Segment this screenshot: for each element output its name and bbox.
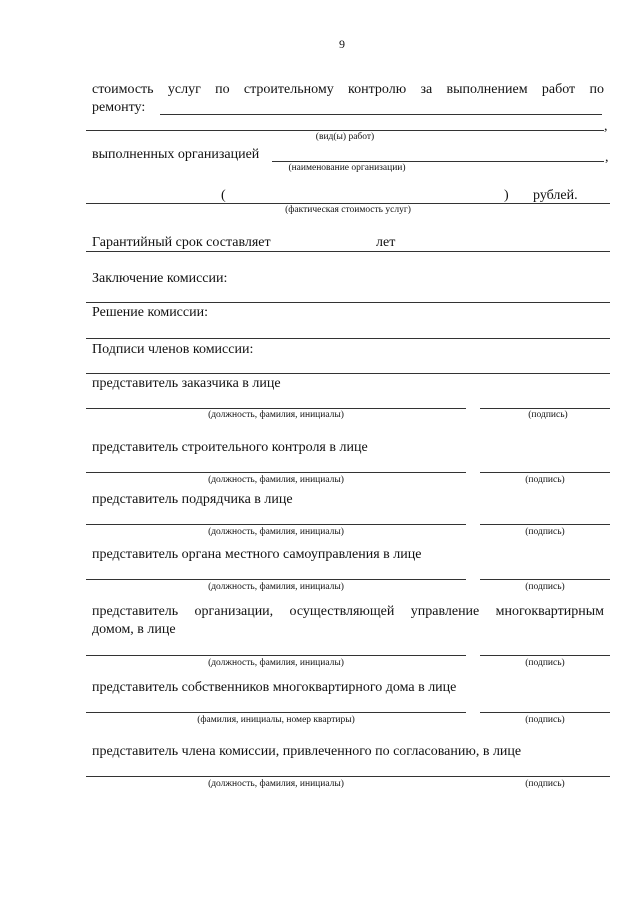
- works-comma: ,: [604, 119, 608, 134]
- rep-management-org-word: организации,: [194, 604, 274, 619]
- rep-management-org-name-line[interactable]: [86, 655, 466, 656]
- caption-org: (наименование организации): [288, 163, 406, 173]
- rep-management-org-word: управление: [410, 604, 480, 619]
- rep-management-org-word: многоквартирным: [495, 604, 604, 619]
- rep-customer-signature-line[interactable]: [480, 408, 610, 409]
- rep-local-government-name-line[interactable]: [86, 579, 466, 580]
- intro-line-1: [92, 82, 604, 98]
- organization-comma: ,: [605, 150, 609, 165]
- rep-local-government-signature-caption: (подпись): [525, 582, 565, 592]
- rep-customer-signature-caption: (подпись): [528, 410, 568, 420]
- rubles-label: рублей.: [533, 188, 578, 203]
- rep-owners-name-line[interactable]: [86, 712, 466, 713]
- signatures-field-line[interactable]: [86, 373, 610, 374]
- intro-line-2: ремонту:: [92, 100, 146, 115]
- caption-cost: (фактическая стоимость услуг): [285, 205, 411, 215]
- rep-construction-control-signature-line[interactable]: [480, 472, 610, 473]
- rep-contractor-label: представитель подрядчика в лице: [92, 492, 293, 507]
- decision-field-line[interactable]: [86, 338, 610, 339]
- rep-customer-caption: (должность, фамилия, инициалы): [208, 410, 344, 420]
- cost-paren-open: (: [221, 188, 226, 203]
- rep-local-government-label: представитель органа местного самоуправления в лице: [92, 547, 422, 562]
- intro-word: за: [420, 82, 433, 97]
- rep-management-org-signature-line[interactable]: [480, 655, 610, 656]
- rep-owners-signature-caption: (подпись): [525, 715, 565, 725]
- rep-owners-signature-line[interactable]: [480, 712, 610, 713]
- rep-management-org-label-line-2: домом, в лице: [92, 622, 176, 637]
- decision-label: Решение комиссии:: [92, 305, 208, 320]
- organization-field-line[interactable]: [272, 161, 604, 162]
- cost-paren-close: ): [504, 188, 509, 203]
- caption-works: (вид(ы) работ): [315, 132, 375, 142]
- rep-construction-control-label: представитель строительного контроля в лице: [92, 440, 368, 455]
- rep-customer-name-line[interactable]: [86, 408, 466, 409]
- rep-management-org-label-line-1: [92, 604, 604, 620]
- rep-construction-control-caption: (должность, фамилия, инициалы): [208, 475, 344, 485]
- rep-owners-caption: (фамилия, инициалы, номер квартиры): [197, 715, 355, 725]
- rep-invited-member-name-line[interactable]: [86, 776, 610, 777]
- rep-contractor-caption: (должность, фамилия, инициалы): [208, 527, 344, 537]
- rep-construction-control-signature-caption: (подпись): [525, 475, 565, 485]
- rep-invited-member-label: представитель члена комиссии, привлеченного по согласованию, в лице: [92, 744, 522, 759]
- warranty-suffix: лет: [376, 235, 396, 250]
- performed-by-label: выполненных организацией: [92, 147, 260, 162]
- intro-word: контролю: [348, 82, 407, 97]
- cost-field-line[interactable]: [86, 203, 610, 204]
- conclusion-label: Заключение комиссии:: [92, 271, 228, 286]
- repair-field-line[interactable]: [160, 114, 602, 115]
- rep-management-org-signature-caption: (подпись): [525, 658, 565, 668]
- rep-contractor-signature-line[interactable]: [480, 524, 610, 525]
- page-number: 9: [339, 37, 345, 51]
- intro-word: стоимость: [92, 82, 154, 97]
- rep-invited-member-signature-caption: (подпись): [525, 779, 565, 789]
- intro-word: по: [215, 82, 230, 97]
- warranty-field-line[interactable]: [86, 251, 610, 252]
- rep-invited-member-caption: (должность, фамилия, инициалы): [208, 779, 344, 789]
- rep-management-org-caption: (должность, фамилия, инициалы): [208, 658, 344, 668]
- intro-word: выполнением: [446, 82, 528, 97]
- works-field-line[interactable]: [86, 130, 604, 131]
- rep-construction-control-name-line[interactable]: [86, 472, 466, 473]
- intro-word: услуг: [167, 82, 201, 97]
- intro-word: работ: [541, 82, 576, 97]
- rep-contractor-signature-caption: (подпись): [525, 527, 565, 537]
- conclusion-field-line[interactable]: [86, 302, 610, 303]
- rep-contractor-name-line[interactable]: [86, 524, 466, 525]
- rep-owners-label: представитель собственников многоквартирного дома в лице: [92, 680, 457, 695]
- rep-local-government-signature-line[interactable]: [480, 579, 610, 580]
- rep-management-org-word: представитель: [92, 604, 179, 619]
- rep-local-government-caption: (должность, фамилия, инициалы): [208, 582, 344, 592]
- signatures-label: Подписи членов комиссии:: [92, 342, 254, 357]
- intro-word: строительному: [243, 82, 334, 97]
- rep-management-org-word: осуществляющей: [289, 604, 395, 619]
- rep-customer-label: представитель заказчика в лице: [92, 376, 281, 391]
- warranty-prefix: Гарантийный срок составляет: [92, 235, 271, 250]
- intro-word: по: [589, 82, 604, 97]
